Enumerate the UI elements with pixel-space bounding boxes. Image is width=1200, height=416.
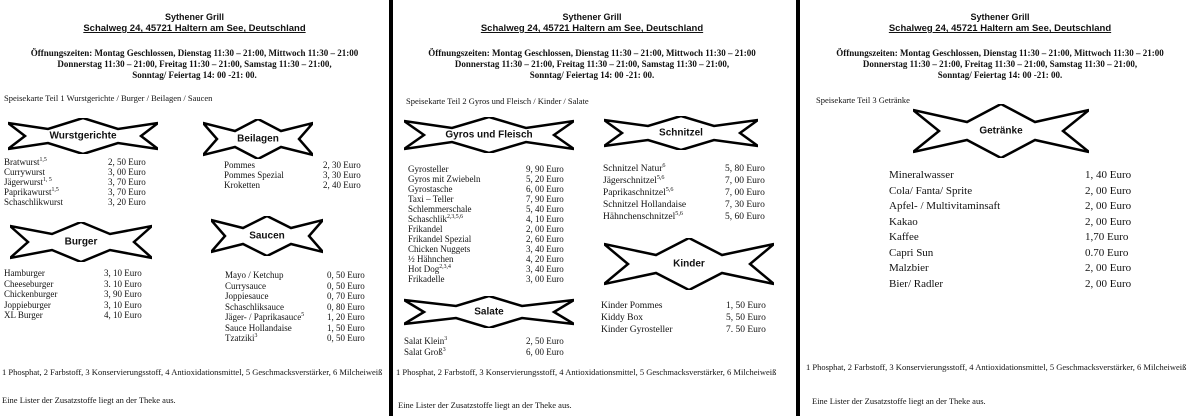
menu-item	[408, 264, 598, 274]
menu-item	[4, 289, 184, 300]
menu-item-price: 1, 50 Euro	[327, 322, 365, 333]
menu-item-name: Gyros mit Zwiebeln	[408, 174, 481, 184]
menu-list-burger	[4, 268, 184, 321]
menu-item	[408, 254, 598, 264]
menu-item-additives: 5,6	[656, 174, 665, 181]
menu-item	[408, 194, 598, 204]
menu-item-name: Schaschlik	[408, 214, 447, 224]
section-title: Schnitzel	[659, 127, 703, 139]
section-title: Getränke	[979, 125, 1023, 137]
section-title: Kinder	[673, 258, 705, 270]
menu-item-name: Kaffee	[889, 231, 919, 243]
menu-item	[408, 244, 598, 254]
opening-hours-line-3: Sonntag/ Feiertag 14: 00 -21: 00.	[529, 70, 655, 80]
menu-item-name: Schnitzel Natur	[603, 164, 663, 174]
section-title: Beilagen	[237, 133, 279, 145]
menu-item-price: 5, 80 Euro	[725, 164, 765, 174]
menu-item	[889, 168, 1189, 184]
menu-item	[4, 268, 184, 279]
menu-item-name: Tzatziki	[225, 333, 255, 343]
menu-item-price: 2, 30 Euro	[323, 160, 361, 170]
section-title: Salate	[474, 306, 504, 318]
menu-item-price: 1, 50 Euro	[726, 301, 766, 311]
menu-item-price: 3, 40 Euro	[526, 264, 564, 274]
menu-item-price: 2, 60 Euro	[526, 234, 564, 244]
menu-item-price: 3, 20 Euro	[108, 197, 146, 207]
menu-item-name: Sauce Hollandaise	[225, 322, 292, 333]
menu-item-price: 5, 40 Euro	[526, 204, 564, 214]
menu-item-additives: 3	[444, 336, 448, 342]
restaurant-name: Sythener Grill	[970, 12, 1030, 22]
menu-item-price: 1,70 Euro	[1085, 231, 1129, 243]
menu-item	[889, 277, 1189, 293]
menu-item-price: 2, 40 Euro	[323, 180, 361, 190]
menu-item-additives: 2,3,5,6	[447, 214, 464, 220]
menu-item-name: Currywurst	[4, 167, 45, 177]
menu-item-name: Jägerwurst	[4, 177, 43, 187]
menu-item	[225, 333, 385, 344]
menu-item	[225, 270, 385, 281]
additives-legend: 1 Phosphat, 2 Farbstoff, 3 Konservierungsstoff, 4 Antioxidationsmittel, 5 Geschmacksverstärker, 6 Milcheiweiß	[2, 367, 383, 377]
menu-item-name: Jägerschnitzel	[603, 176, 657, 186]
section-title: Saucen	[249, 230, 285, 242]
menu-item-name: Taxi – Teller	[408, 194, 454, 204]
section-banner-schnitzel	[604, 116, 758, 150]
menu-item-price: 7, 90 Euro	[526, 194, 564, 204]
menu-part-subtitle: Speisekarte Teil 3 Getränke	[816, 95, 910, 105]
menu-item-name: Mineralwasser	[889, 169, 954, 181]
menu-item-additives: 1,5	[39, 157, 47, 163]
menu-item-price: 4, 10 Euro	[104, 310, 142, 320]
menu-item-price: 2, 50 Euro	[108, 157, 146, 167]
menu-item-price: 0, 50 Euro	[327, 280, 365, 291]
opening-hours-line-2: Donnerstag 11:30 – 21:00, Freitag 11:30 – 21:00, Samstag 11:30 – 21:00,	[454, 59, 730, 69]
section-title: Gyros und Fleisch	[445, 129, 533, 141]
menu-item	[225, 291, 385, 302]
menu-item-price: 3, 40 Euro	[526, 244, 564, 254]
menu-item	[404, 347, 594, 358]
menu-item-name: Chickenburger	[4, 289, 58, 299]
menu-item-price: 7, 00 Euro	[725, 176, 765, 186]
menu-item-price: 1, 40 Euro	[1085, 169, 1132, 181]
opening-hours-line-3: Sonntag/ Feiertag 14: 00 -21: 00.	[132, 70, 257, 80]
section-banner-burger	[10, 222, 152, 262]
menu-item-price: 5, 50 Euro	[726, 313, 766, 323]
section-banner-gyros-und-fleisch	[404, 117, 574, 153]
menu-item	[603, 199, 793, 211]
menu-item-price: 3, 30 Euro	[323, 170, 361, 180]
menu-item-name: ½ Hähnchen	[408, 254, 454, 264]
panel-divider-left	[389, 0, 393, 416]
restaurant-name: Sythener Grill	[164, 12, 225, 22]
menu-page-2	[394, 0, 790, 416]
opening-hours-line-1: Öffnungszeiten: Montag Geschlossen, Dienstag 11:30 – 21:00, Mittwoch 11:30 – 21:00	[428, 48, 756, 58]
menu-item-price: 3, 90 Euro	[104, 289, 142, 299]
menu-item	[408, 224, 598, 234]
menu-item-price: 4, 10 Euro	[526, 214, 564, 224]
menu-item-name: Malzbier	[889, 262, 929, 274]
menu-item-name: Jäger- / Paprikasauce	[225, 312, 302, 322]
menu-item	[889, 261, 1189, 277]
menu-item	[408, 184, 598, 194]
menu-part-subtitle: Speisekarte Teil 2 Gyros und Fleisch / Kinder / Salate	[406, 96, 589, 106]
menu-item	[404, 336, 594, 347]
menu-item	[603, 175, 793, 187]
menu-item-name: Cheeseburger	[4, 278, 54, 289]
menu-item-price: 0, 70 Euro	[327, 291, 365, 301]
menu-item	[889, 246, 1189, 262]
menu-item	[601, 312, 791, 324]
menu-item	[408, 164, 598, 174]
menu-list-saucen	[225, 270, 385, 344]
menu-item-price: 2, 00 Euro	[1085, 277, 1132, 290]
section-banner-salate	[404, 296, 574, 328]
menu-item	[889, 215, 1189, 231]
menu-item-name: Kinder Gyrosteller	[601, 325, 673, 335]
menu-item	[4, 310, 184, 321]
menu-item-name: Currysauce	[225, 280, 266, 291]
menu-item-additives: 5,6	[665, 186, 674, 193]
menu-item-name: Kiddy Box	[601, 313, 643, 323]
menu-item	[225, 281, 385, 292]
menu-item-additives: 3	[254, 333, 258, 339]
additives-legend: 1 Phosphat, 2 Farbstoff, 3 Konservierungsstoff, 4 Antioxidationsmittel, 5 Geschmacksverstärker, 6 Milcheiweiß	[396, 367, 777, 377]
menu-item-price: 6, 00 Euro	[526, 184, 564, 194]
menu-item-additives: 2,3,4	[439, 264, 451, 270]
opening-hours-line-1: Öffnungszeiten: Montag Geschlossen, Dienstag 11:30 – 21:00, Mittwoch 11:30 – 21:00	[836, 48, 1164, 58]
opening-hours	[803, 48, 1197, 81]
menu-item-price: 7, 00 Euro	[725, 188, 765, 198]
menu-item-additives: 6	[662, 162, 666, 169]
menu-item-additives: 5,6	[675, 210, 683, 217]
menu-item	[4, 157, 184, 167]
menu-item-price: 0, 50 Euro	[327, 270, 365, 280]
menu-item-price: 3. 10 Euro	[104, 278, 142, 289]
menu-list-beilagen	[224, 160, 384, 190]
section-banner-kinder	[604, 238, 774, 290]
section-banner-saucen	[211, 216, 323, 256]
additives-note: Eine Lister der Zusatzstoffe liegt an der Theke aus.	[812, 396, 986, 406]
menu-item-name: Paprikawurst	[4, 187, 52, 197]
menu-item	[224, 170, 384, 180]
menu-item-name: Paprikaschnitzel	[603, 188, 666, 198]
menu-item-name: Mayo / Ketchup	[225, 270, 284, 280]
menu-item-price: 2, 00 Euro	[1085, 200, 1132, 212]
menu-item-price: 9, 90 Euro	[526, 164, 564, 174]
menu-list-salate	[404, 336, 594, 358]
menu-item-price: 3, 70 Euro	[108, 187, 146, 197]
menu-item-name: Frikadelle	[408, 274, 445, 284]
menu-item	[889, 199, 1189, 215]
menu-item-price: 5, 20 Euro	[526, 174, 564, 184]
menu-item	[4, 279, 184, 290]
menu-item-name: Hot Dog	[408, 264, 440, 274]
menu-item-name: Cola/ Fanta/ Sprite	[889, 184, 973, 197]
menu-item-additives: 1, 5	[43, 177, 52, 183]
menu-page-1	[0, 0, 389, 416]
menu-item-additives: 5	[301, 312, 305, 318]
menu-item-name: Gyrostasche	[408, 184, 453, 194]
menu-item-name: Kakao	[889, 215, 918, 228]
menu-item-name: Schlemmerschale	[408, 204, 472, 214]
menu-item-price: 0, 50 Euro	[327, 333, 365, 343]
menu-item-name: Kinder Pommes	[601, 301, 663, 311]
opening-hours	[3, 48, 386, 81]
menu-item-name: Salat Klein	[404, 336, 445, 346]
section-banner-getraenke	[913, 104, 1089, 158]
menu-list-schnitzel	[603, 163, 793, 223]
opening-hours-line-1: Öffnungszeiten: Montag Geschlossen, Dienstag 11:30 – 21:00, Mittwoch 11:30 – 21:00	[30, 48, 359, 58]
menu-item-price: 5, 60 Euro	[725, 212, 765, 222]
menu-item-name: Schaschlikwurst	[4, 197, 63, 207]
menu-item	[224, 180, 384, 190]
menu-item	[224, 160, 384, 170]
menu-item-name: Capri Sun	[889, 246, 934, 259]
menu-item-name: Schaschliksauce	[225, 301, 284, 312]
menu-item	[408, 274, 598, 284]
menu-item-price: 7, 30 Euro	[725, 200, 765, 210]
restaurant-header	[394, 12, 790, 34]
menu-item-additives: 3	[442, 347, 446, 353]
menu-item-name: Hamburger	[4, 268, 45, 278]
additives-note: Eine Lister der Zusatzstoffe liegt an der Theke aus.	[398, 400, 572, 410]
menu-item	[603, 211, 793, 223]
menu-item-price: 0, 80 Euro	[327, 301, 365, 312]
menu-item	[408, 174, 598, 184]
menu-item	[4, 197, 184, 207]
menu-item-name: Pommes	[224, 160, 256, 170]
menu-item	[408, 214, 598, 224]
restaurant-name: Sythener Grill	[562, 12, 622, 22]
restaurant-address: Schalweg 24, 45721 Haltern am See, Deutschland	[480, 23, 704, 34]
menu-page-3	[800, 0, 1200, 416]
menu-item-price: 3, 10 Euro	[104, 268, 142, 278]
menu-item	[603, 187, 793, 199]
menu-item-name: Bratwurst	[4, 157, 40, 167]
menu-list-gyros-und-fleisch	[408, 164, 598, 284]
menu-item-name: Hähnchenschnitzel	[603, 212, 676, 222]
opening-hours-line-2: Donnerstag 11:30 – 21:00, Freitag 11:30 – 21:00, Samstag 11:30 – 21:00,	[862, 59, 1138, 69]
menu-item-name: Schnitzel Hollandaise	[603, 200, 687, 210]
restaurant-header	[800, 12, 1200, 34]
menu-item-additives: 1,5	[51, 187, 59, 193]
menu-item-name: Kroketten	[224, 180, 260, 190]
menu-part-subtitle: Speisekarte Teil 1 Wurstgerichte / Burger / Beilagen / Saucen	[4, 93, 213, 103]
menu-item-price: 3, 70 Euro	[108, 177, 146, 187]
menu-item	[408, 234, 598, 244]
menu-item-name: XL Burger	[4, 310, 43, 320]
menu-item	[4, 187, 184, 197]
menu-item-price: 2, 00 Euro	[526, 224, 564, 234]
menu-item-name: Frikandel Spezial	[408, 234, 472, 244]
menu-item	[225, 323, 385, 334]
menu-item	[889, 230, 1189, 246]
menu-item-name: Gyrosteller	[408, 164, 449, 174]
menu-item-price: 2, 00 Euro	[1085, 215, 1132, 228]
section-title: Burger	[64, 236, 98, 248]
menu-item	[889, 184, 1189, 200]
section-title: Wurstgerichte	[49, 130, 117, 142]
menu-item	[408, 204, 598, 214]
menu-item	[4, 177, 184, 187]
menu-item	[4, 300, 184, 311]
opening-hours-line-2: Donnerstag 11:30 – 21:00, Freitag 11:30 – 21:00, Samstag 11:30 – 21:00,	[57, 59, 332, 69]
menu-item-price: 6, 00 Euro	[526, 347, 564, 357]
menu-item-price: 2, 00 Euro	[1085, 262, 1132, 274]
menu-item-name: Apfel- / Multivitaminsaft	[889, 200, 1001, 212]
section-banner-beilagen	[203, 119, 313, 159]
menu-item	[603, 163, 793, 175]
menu-item-name: Bier/ Radler	[889, 277, 944, 290]
menu-item-price: 1, 20 Euro	[327, 312, 365, 322]
menu-list-kinder	[601, 300, 791, 336]
menu-item	[4, 167, 184, 177]
opening-hours	[397, 48, 787, 81]
menu-item-price: 2, 50 Euro	[526, 336, 564, 346]
menu-item	[601, 300, 791, 312]
menu-item	[601, 324, 791, 336]
additives-legend: 1 Phosphat, 2 Farbstoff, 3 Konservierungsstoff, 4 Antioxidationsmittel, 5 Geschmacksverstärker, 6 Milcheiweiß	[806, 362, 1187, 372]
menu-item-price: 4, 20 Euro	[526, 254, 564, 264]
opening-hours-line-3: Sonntag/ Feiertag 14: 00 -21: 00.	[937, 70, 1063, 80]
menu-item-price: 2, 00 Euro	[1085, 184, 1132, 197]
menu-item	[225, 312, 385, 323]
menu-item-name: Joppiesauce	[225, 291, 269, 301]
menu-item-price: 0.70 Euro	[1085, 246, 1129, 259]
menu-item-price: 3, 00 Euro	[108, 167, 146, 177]
menu-item	[225, 302, 385, 313]
menu-item-name: Joppieburger	[4, 299, 51, 310]
restaurant-address: Schalweg 24, 45721 Haltern am See, Deutschland	[83, 23, 306, 34]
additives-note: Eine Lister der Zusatzstoffe liegt an der Theke aus.	[2, 395, 176, 405]
section-banner-wurstgerichte	[8, 118, 158, 154]
menu-list-wurstgerichte	[4, 157, 184, 207]
menu-item-name: Frikandel	[408, 224, 443, 234]
menu-list-getraenke	[889, 168, 1189, 292]
menu-item-price: 3, 10 Euro	[104, 299, 142, 310]
restaurant-address: Schalweg 24, 45721 Haltern am See, Deutschland	[888, 23, 1112, 34]
menu-item-name: Chicken Nuggets	[408, 244, 471, 254]
menu-item-price: 3, 00 Euro	[526, 274, 564, 284]
menu-item-price: 7. 50 Euro	[726, 325, 766, 335]
restaurant-header	[0, 12, 389, 34]
menu-item-name: Pommes Spezial	[224, 170, 284, 180]
menu-item-name: Salat Groß	[404, 347, 443, 357]
